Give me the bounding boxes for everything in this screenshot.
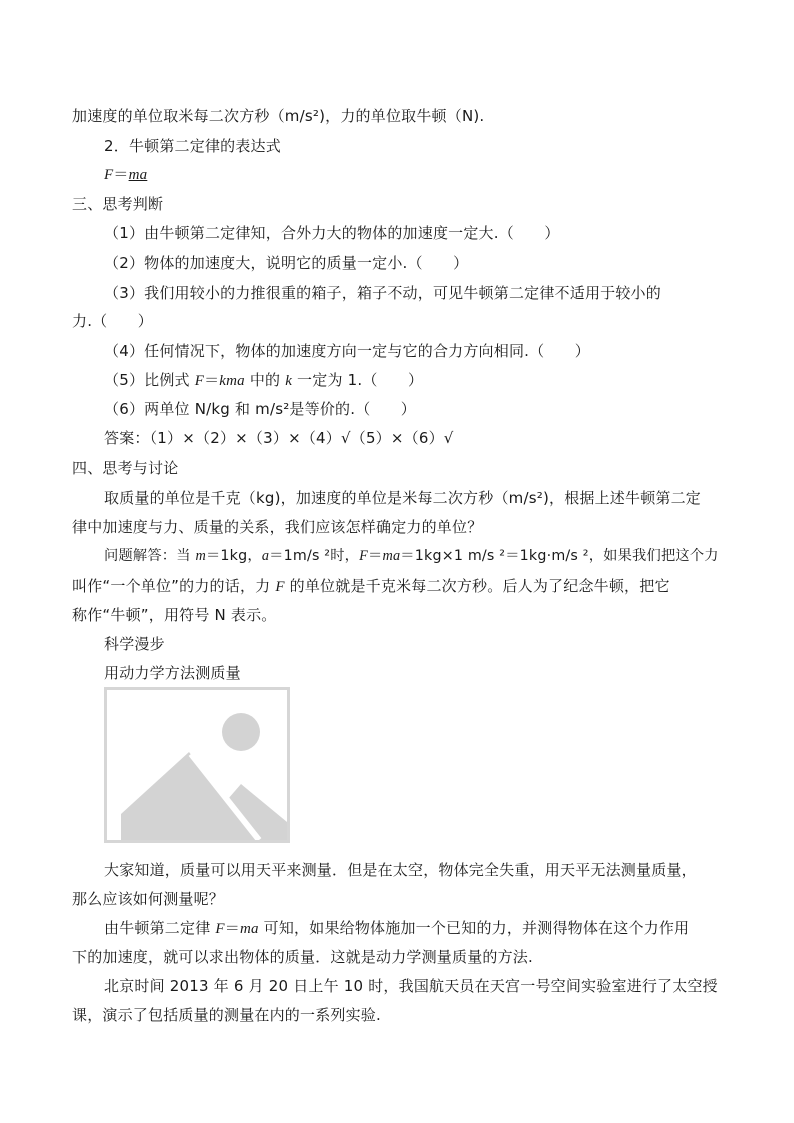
- text-run: 中的: [244, 371, 286, 389]
- formula-var-f: F: [275, 579, 285, 595]
- question-item: （4）任何情况下，物体的加速度方向一定与它的合力方向相同.（ ）: [104, 342, 590, 360]
- formula-var-f: F: [104, 167, 114, 183]
- formula-equals: ＝: [204, 371, 220, 389]
- paragraph-line: [104, 918, 689, 939]
- text-run: 由牛顿第二定律: [104, 919, 216, 937]
- text-run: ＝1kg，: [205, 548, 262, 564]
- formula-var-ma: ma: [128, 167, 148, 183]
- formula-var-ma: ma: [239, 921, 259, 937]
- formula-var-f: F: [359, 548, 369, 564]
- formula-var-f: F: [215, 921, 225, 937]
- section-heading: 四、思考与讨论: [72, 459, 179, 477]
- paragraph-line: 律中加速度与力、质量的关系，我们应该怎样确定力的单位？: [72, 518, 483, 536]
- formula-var-kma: kma: [219, 373, 245, 389]
- sun-shape: [222, 713, 260, 751]
- formula-equals: ＝: [113, 165, 129, 183]
- text-run: （5）比例式: [104, 371, 195, 389]
- text-run: 问题解答：当: [104, 548, 196, 564]
- question-item: （6）两单位 N/kg 和 m/s²是等价的.（ ）: [104, 400, 416, 418]
- image-placeholder-icon: [107, 690, 287, 840]
- paragraph-line: 课，演示了包括质量的测量在内的一系列实验.: [72, 1006, 381, 1024]
- paragraph-line: 那么应该如何测量呢？: [72, 890, 225, 908]
- section-subheading: 科学漫步: [104, 635, 165, 653]
- paragraph-line: 大家知道，质量可以用天平来测量．但是在太空，物体完全失重，用天平无法测量质量，: [104, 861, 697, 879]
- question-item: [104, 370, 423, 391]
- section-heading: 三、思考判断: [72, 195, 164, 213]
- section-subheading: 用动力学方法测质量: [104, 664, 241, 682]
- formula-line: [104, 164, 147, 185]
- paragraph-line: [104, 546, 719, 566]
- question-item: （2）物体的加速度大，说明它的质量一定小.（ ）: [104, 254, 469, 272]
- question-item-continued: 力.（ ）: [72, 312, 153, 330]
- section-subheading: 2．牛顿第二定律的表达式: [104, 137, 281, 155]
- answer-line: 答案：（1）×（2）×（3）×（4）√（5）×（6）√: [104, 429, 454, 447]
- paragraph-line: 下的加速度，就可以求出物体的质量．这就是动力学测量质量的方法.: [72, 948, 533, 966]
- formula-var-k: k: [285, 373, 293, 389]
- question-item: （3）我们用较小的力推很重的箱子，箱子不动，可见牛顿第二定律不适用于较小的: [104, 284, 661, 302]
- formula-equals: ＝: [224, 919, 240, 937]
- paragraph-line: 称作“牛顿”，用符号 N 表示。: [72, 606, 277, 624]
- paragraph-line: 北京时间 2013 年 6 月 20 日上午 10 时，我国航天员在天宫一号空间实验室进行了太空授: [104, 977, 718, 995]
- formula-equals: ＝: [368, 548, 383, 564]
- formula-var-ma: ma: [382, 548, 401, 564]
- image-placeholder: [104, 687, 290, 843]
- text-run: 的单位就是千克米每二次方秒。后人为了纪念牛顿，把它: [284, 577, 670, 595]
- text-run: 叫作“一个单位”的力的话，力: [72, 577, 276, 595]
- paragraph-line: 取质量的单位是千克（kg)，加速度的单位是米每二次方秒（m/s²)，根据上述牛顿第二定: [104, 489, 702, 507]
- formula-var-a: a: [261, 548, 270, 564]
- text-run: 一定为 1.（ ）: [292, 371, 424, 389]
- formula-var-f: F: [194, 373, 205, 389]
- paragraph-line: 加速度的单位取米每二次方秒（m/s²)，力的单位取牛顿（N).: [72, 107, 485, 125]
- paragraph-line: [72, 576, 670, 597]
- text-run: ＝1m/s ²时，: [269, 548, 360, 564]
- formula-var-m: m: [195, 548, 206, 564]
- question-item: （1）由牛顿第二定律知，合外力大的物体的加速度一定大.（ ）: [104, 224, 560, 242]
- text-run: 可知，如果给物体施加一个已知的力，并测得物体在这个力作用: [258, 919, 690, 937]
- text-run: ＝1kg×1 m/s ²＝1kg·m/s ²，如果我们把这个力: [400, 548, 719, 564]
